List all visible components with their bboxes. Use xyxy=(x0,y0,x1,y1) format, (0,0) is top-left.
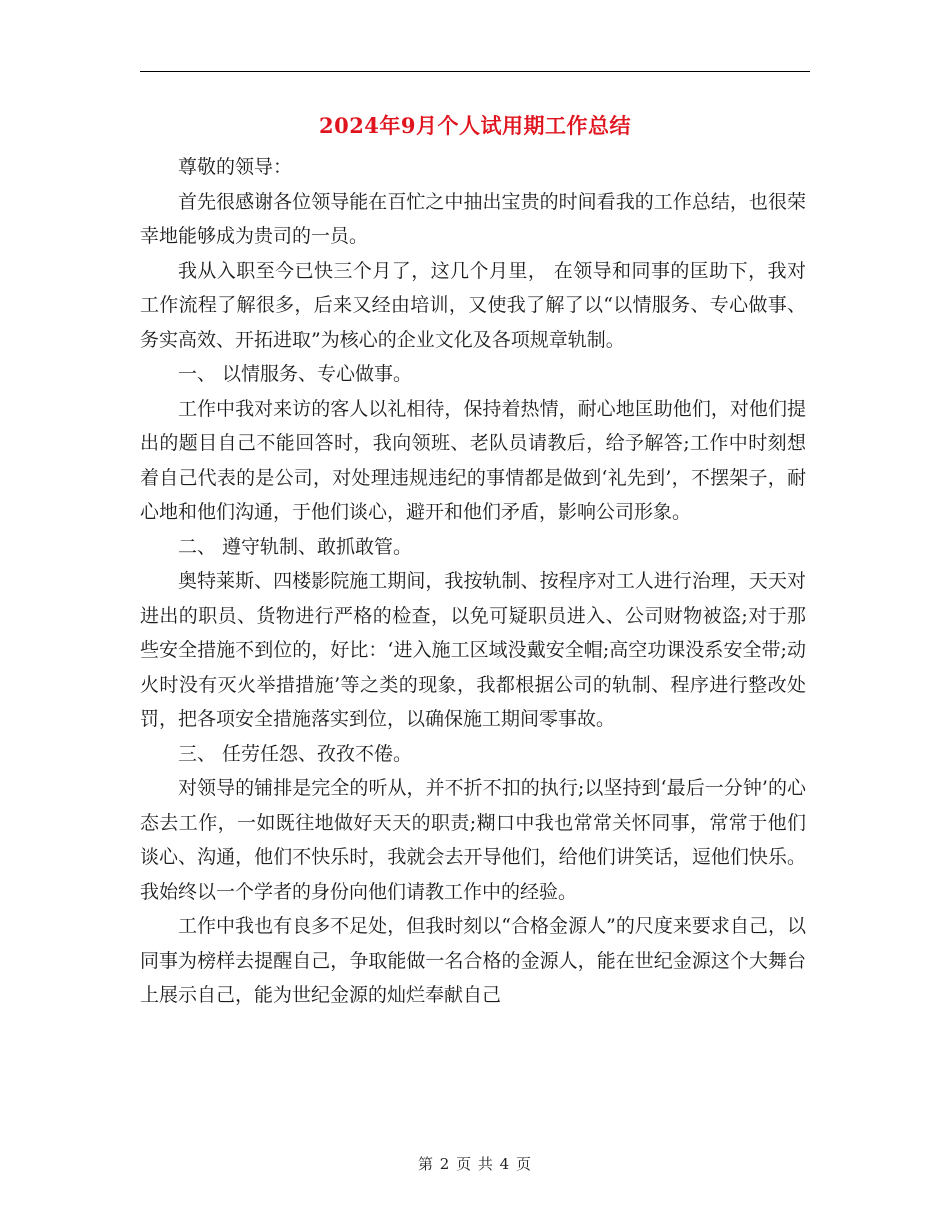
paragraph-section-3: 对领导的铺排是完全的听从，并不折不扣的执行;以坚持到‘最后一分钟’的心态去工作，一如既往地做好天天的职责;糊口中我也常常关怀同事，常常于他们谈心、沟通，他们不快乐时，我就会去开导他们，给他们讲笑话，逗他们快乐。我始终以一个学者的身份向他们请教工作中的经验。 xyxy=(140,777,806,903)
greeting: 尊敬的领导： xyxy=(178,156,293,178)
paragraph-onboarding: 我从入职至今已快三个月了，这几个月里， 在领导和同事的匡助下，我对工作流程了解很多，后来又经由培训，又使我了解了以“以情服务、专心做事、务实高效、开拓进取”为核心的企业文化及各项规章轨制。 xyxy=(140,259,806,351)
section-heading-1: 一、 以情服务、专心做事。 xyxy=(178,363,413,385)
section-heading-2: 二、 遵守轨制、敢抓敢管。 xyxy=(178,535,413,558)
paragraph-section-1: 工作中我对来访的客人以礼相待，保持着热情，耐心地匡助他们，对他们提出的题目自己不能回答时，我向领班、老队员请教后，给予解答;工作中时刻想着自己代表的是公司，对处理违规违纪的事情都是做到‘礼先到’，不摆架子，耐心地和他们沟通，于他们谈心，避开和他们矛盾，影响公司形象。 xyxy=(140,397,806,523)
paragraph-shortcomings: 工作中我也有良多不足处，但我时刻以“合格金源人”的尺度来要求自己，以同事为榜样去提醒自己，争取能做一名合格的金源人，能在世纪金源这个大舞台上展示自己，能为世纪金源的灿烂奉献自己 xyxy=(140,915,806,1006)
document-title: 2024年9月个人试用期工作总结 xyxy=(318,113,632,138)
page-number: 第 2 页 共 4 页 xyxy=(418,1155,532,1173)
document-body xyxy=(140,150,806,1013)
paragraph-section-2: 奥特莱斯、四楼影院施工期间，我按轨制、按程序对工人进行治理，天天对进出的职员、货物进行严格的检查，以免可疑职员进入、公司财物被盗;对于那些安全措施不到位的，好比：‘进入施工区域没戴安全帽;高空功课没系安全带;动火时没有灭火举措措施’等之类的现象，我都根据公司的轨制、程序进行整改处罚，把各项安全措施落实到位，以确保施工期间零事故。 xyxy=(140,570,806,730)
paragraph-intro: 首先很感谢各位领导能在百忙之中抽出宝贵的时间看我的工作总结，也很荣幸地能够成为贵司的一员。 xyxy=(140,190,806,247)
header-rule xyxy=(140,71,810,72)
section-heading-3: 三、 任劳任怨、孜孜不倦。 xyxy=(178,742,413,765)
